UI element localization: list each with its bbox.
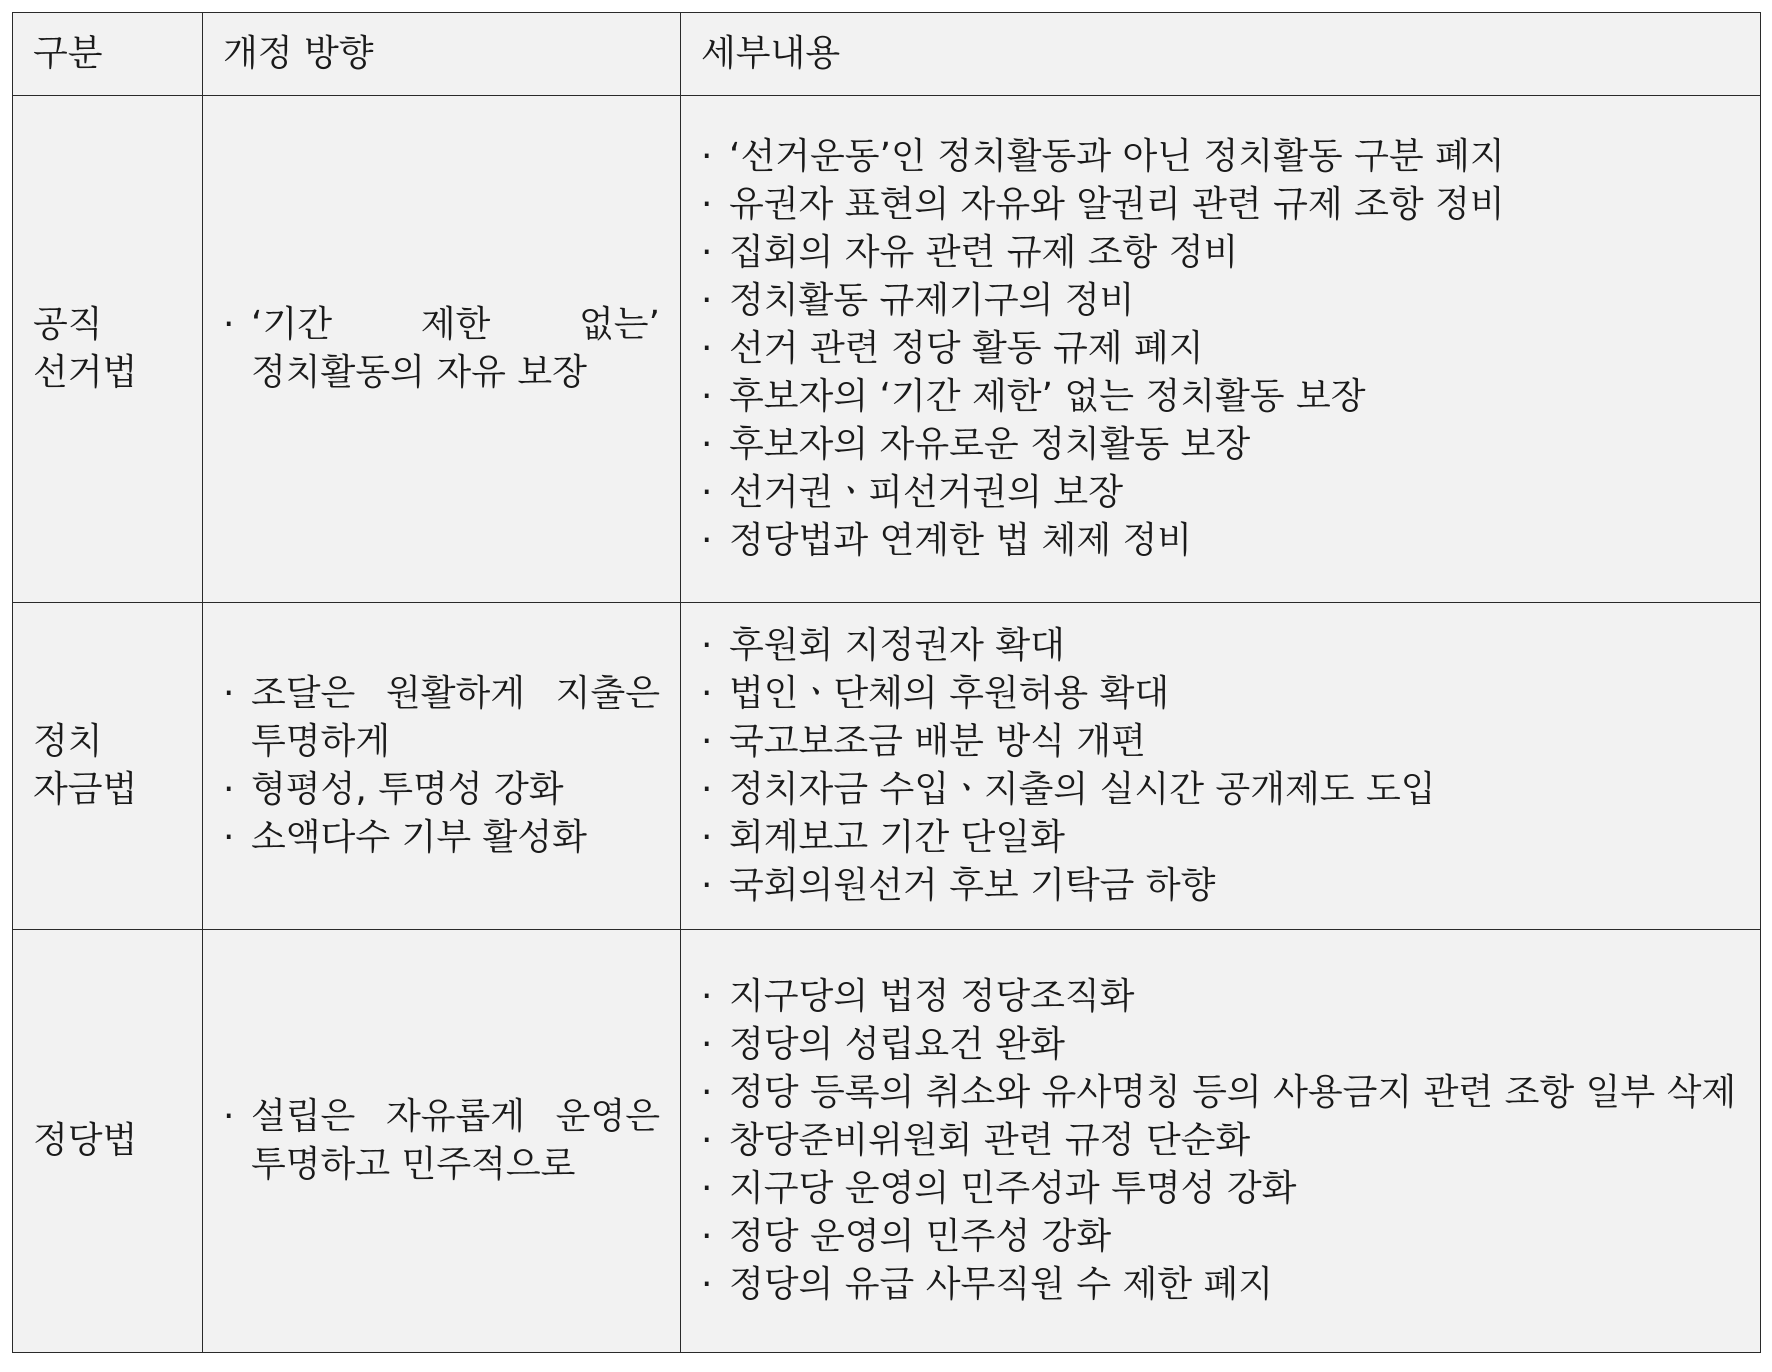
detail-item: · 선거 관련 정당 활동 규제 폐지 [701, 325, 1740, 373]
direction-item: · 설립은 자유롭게 운영은 투명하고 민주적으로 [223, 1093, 660, 1189]
direction-item: · 형평성, 투명성 강화 [223, 766, 660, 814]
category-line: 자금법 [33, 769, 138, 810]
table-row [13, 96, 1761, 603]
details-cell [681, 930, 1761, 1353]
direction-item: · 소액다수 기부 활성화 [223, 814, 660, 862]
category-cell [13, 603, 203, 930]
detail-item: · 후보자의 자유로운 정치활동 보장 [701, 421, 1740, 469]
detail-item: · 지구당의 법정 정당조직화 [701, 973, 1740, 1021]
detail-item: · 국회의원선거 후보 기탁금 하향 [701, 862, 1740, 910]
detail-item: · 선거권ㆍ피선거권의 보장 [701, 469, 1740, 517]
header-row [13, 13, 1761, 96]
direction-cell [203, 603, 681, 930]
detail-item: · 정당의 유급 사무직원 수 제한 폐지 [701, 1261, 1740, 1309]
detail-item: · 법인ㆍ단체의 후원허용 확대 [701, 670, 1740, 718]
detail-item: · 국고보조금 배분 방식 개편 [701, 718, 1740, 766]
detail-item: · 정당의 성립요건 완화 [701, 1021, 1740, 1069]
direction-cell [203, 96, 681, 603]
category-cell [13, 96, 203, 603]
header-direction: 개정 방향 [203, 13, 681, 96]
detail-item: · 회계보고 기간 단일화 [701, 814, 1740, 862]
detail-item: · 유권자 표현의 자유와 알권리 관련 규제 조항 정비 [701, 181, 1740, 229]
details-cell [681, 96, 1761, 603]
direction-cell [203, 930, 681, 1353]
detail-item: · 후원회 지정권자 확대 [701, 622, 1740, 670]
detail-item: · 정치활동 규제기구의 정비 [701, 277, 1740, 325]
table-row [13, 603, 1761, 930]
header-category: 구분 [13, 13, 203, 96]
detail-item: · 정치자금 수입ㆍ지출의 실시간 공개제도 도입 [701, 766, 1740, 814]
detail-item: · 집회의 자유 관련 규제 조항 정비 [701, 229, 1740, 277]
detail-item: · 지구당 운영의 민주성과 투명성 강화 [701, 1165, 1740, 1213]
direction-item: · 조달은 원활하게 지출은 투명하게 [223, 670, 660, 766]
category-line: 정당법 [33, 1120, 138, 1161]
detail-item: · 창당준비위원회 관련 규정 단순화 [701, 1117, 1740, 1165]
table-row [13, 930, 1761, 1353]
detail-item: · 후보자의 ‘기간 제한’ 없는 정치활동 보장 [701, 373, 1740, 421]
category-line: 공직 [33, 304, 103, 345]
detail-item: · 정당 운영의 민주성 강화 [701, 1213, 1740, 1261]
detail-item: · 정당 등록의 취소와 유사명칭 등의 사용금지 관련 조항 일부 삭제 [701, 1069, 1740, 1117]
category-line: 정치 [33, 721, 103, 762]
details-cell [681, 603, 1761, 930]
detail-item: · 정당법과 연계한 법 체제 정비 [701, 517, 1740, 565]
detail-item: · ‘선거운동’인 정치활동과 아닌 정치활동 구분 폐지 [701, 133, 1740, 181]
direction-item: · ‘기간 제한 없는’ 정치활동의 자유 보장 [223, 301, 660, 397]
reform-table [12, 12, 1761, 1353]
category-line: 선거법 [33, 352, 138, 393]
category-cell [13, 930, 203, 1353]
header-details: 세부내용 [681, 13, 1761, 96]
